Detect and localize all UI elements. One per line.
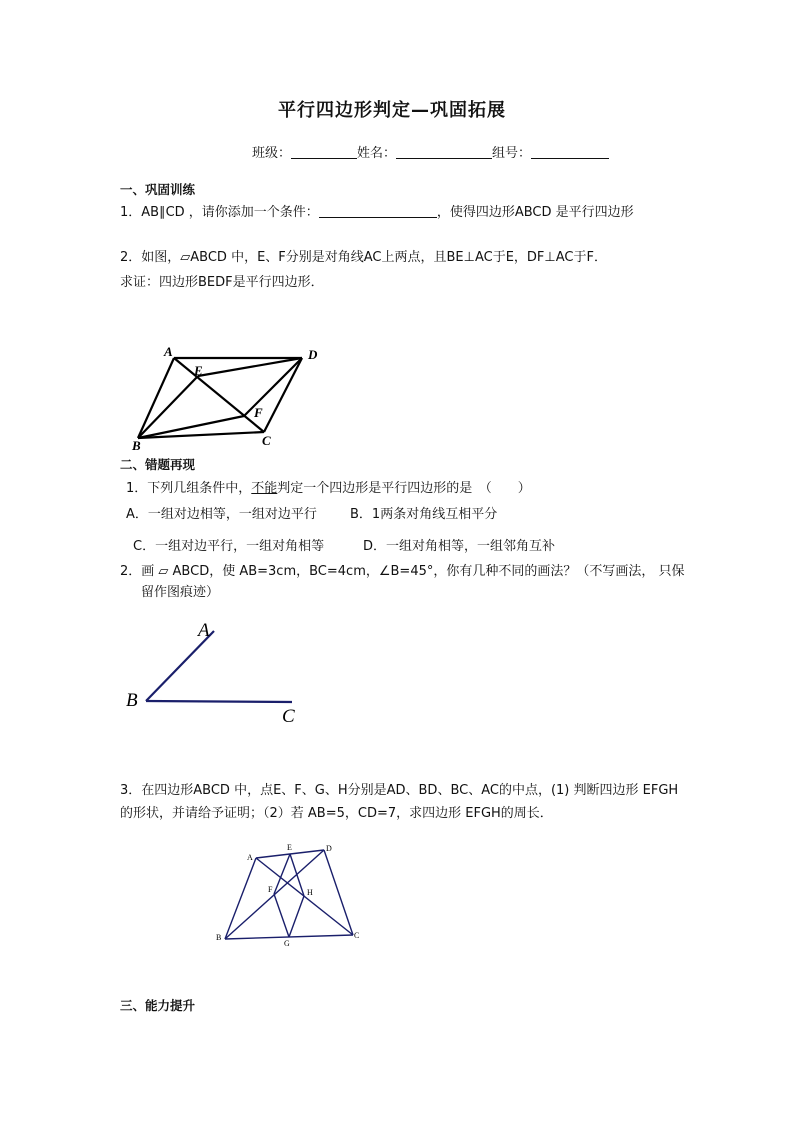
- label-g3: G: [284, 939, 290, 948]
- s2-q1-option-b: B．1两条对角线互相平分: [350, 507, 498, 522]
- segment-gh: [289, 896, 304, 937]
- section1-heading: 一、巩固训练: [120, 182, 196, 197]
- name-label: 姓名：: [357, 146, 397, 161]
- class-blank[interactable]: [291, 145, 357, 159]
- quadrilateral-figure: [212, 840, 372, 950]
- s2-q1-option-a: A．一组对边相等，一组对边平行: [126, 507, 317, 522]
- group-label: 组号：: [492, 146, 532, 161]
- label-f3: F: [268, 885, 273, 894]
- label-h3: H: [307, 888, 313, 897]
- side-dc3: [324, 850, 353, 935]
- s2-question-1: [126, 477, 531, 496]
- label-c: C: [262, 433, 271, 448]
- ray-ba: [146, 631, 214, 701]
- s2-q2-line1: 2．画 ▱ ABCD，使 AB=3cm，BC=4cm，∠B=45°，你有几种不同的画法？（不写画法， 只保: [120, 564, 685, 579]
- label-e: E: [194, 363, 203, 378]
- s1-q1-suffix: ，使得四边形ABCD 是平行四边形: [436, 205, 634, 220]
- class-label: 班级：: [252, 146, 292, 161]
- s2-q1-part1: 1．下列几组条件中，: [126, 481, 252, 496]
- s2-q3-line1: 3．在四边形ABCD 中，点E、F、G、H分别是AD、BD、BC、AC的中点，(1) 判断四边形 EFGH: [120, 783, 679, 798]
- segment-fg: [274, 894, 289, 937]
- s2-q3-line2: 的形状，并请给予证明；（2）若 AB=5，CD=7，求四边形 EFGH的周长．: [120, 806, 553, 821]
- label-d3: D: [326, 844, 332, 853]
- ray-bc: [146, 701, 292, 702]
- s1-question-1: [120, 201, 634, 220]
- label-a: A: [164, 344, 173, 359]
- label-f: F: [254, 405, 263, 420]
- label-b: B: [132, 438, 141, 453]
- group-blank[interactable]: [531, 145, 609, 159]
- label-a2: A: [198, 620, 210, 641]
- angle-figure: [120, 615, 310, 727]
- side-ba3: [225, 858, 256, 939]
- s1-q1-answer-blank[interactable]: [319, 204, 437, 218]
- page-title: 平行四边形判定—巩固拓展: [278, 100, 506, 121]
- label-e3: E: [287, 843, 292, 852]
- s2-q1-underlined: 不能: [251, 481, 278, 496]
- s1-q2-line2: 求证：四边形BEDF是平行四边形．: [120, 275, 324, 290]
- header-fields: [252, 142, 609, 161]
- s2-q1-option-d: D．一组对角相等，一组邻角互补: [363, 539, 556, 554]
- section3-heading: 三、能力提升: [120, 998, 196, 1013]
- parallelogram-figure: [128, 342, 328, 454]
- label-c3: C: [354, 931, 360, 940]
- side-dc: [264, 358, 302, 432]
- segment-be: [138, 376, 198, 438]
- s2-q1-part2: 判定一个四边形是平行四边形的是 （ ）: [277, 481, 531, 496]
- s2-q2-line2: 留作图痕迹）: [141, 585, 220, 600]
- side-ba: [138, 358, 174, 438]
- label-a3: A: [247, 853, 253, 862]
- label-b3: B: [216, 933, 222, 942]
- section2-heading: 二、错题再现: [120, 457, 196, 472]
- s1-q2-line1: 2．如图，▱ABCD 中，E、F分别是对角线AC上两点，且BE⊥AC于E，DF⊥AC于F．: [120, 250, 607, 265]
- name-blank[interactable]: [396, 145, 492, 159]
- label-b2: B: [126, 690, 138, 711]
- label-d: D: [308, 347, 318, 362]
- s1-q1-prefix: 1．AB∥CD ，请你添加一个条件：: [120, 205, 319, 220]
- label-c2: C: [282, 706, 295, 727]
- s2-q1-option-c: C．一组对边平行，一组对角相等: [133, 539, 325, 554]
